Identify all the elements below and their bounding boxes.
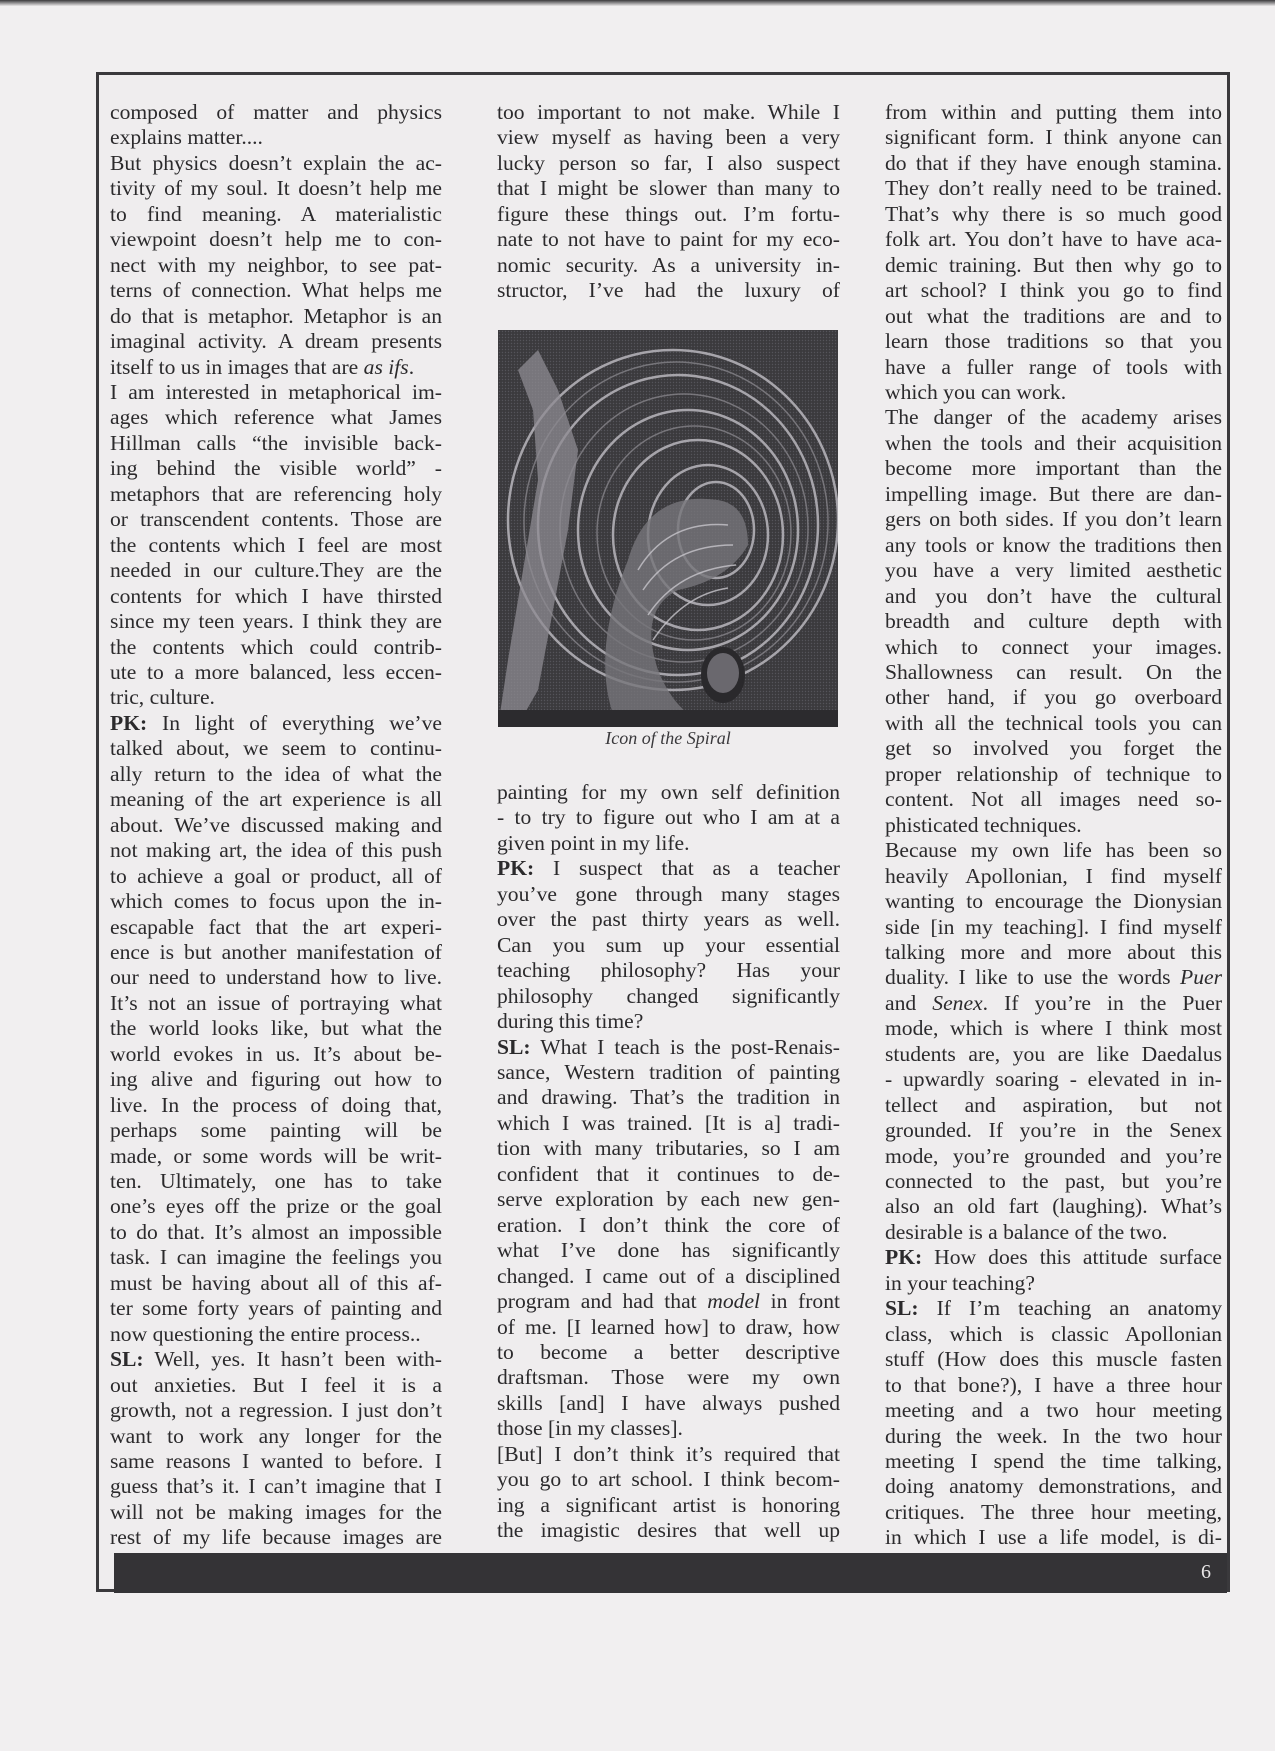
spiral-painting-image xyxy=(498,330,838,727)
text-line: critiques. The three hour meeting, xyxy=(885,1499,1222,1524)
text-line: contents for which I have thirsted xyxy=(110,583,442,608)
text-line: connected to the past, but you’re xyxy=(885,1169,1222,1194)
text-fragment: I suspect that as a teacher xyxy=(534,856,840,881)
italic-phrase: as ifs xyxy=(363,354,409,379)
text-line xyxy=(497,856,840,881)
text-line: content. Not all images need so- xyxy=(885,787,1222,812)
column-middle-top xyxy=(497,100,840,304)
text-line: now questioning the entire process.. xyxy=(110,1321,421,1346)
text-line: guess that’s it. I can’t imagine that I xyxy=(110,1474,442,1499)
text-line: proper relationship of technique to xyxy=(885,761,1222,786)
text-line: ten. Ultimately, one has to take xyxy=(110,1169,442,1194)
speaker-label-sl: SL: xyxy=(497,1034,531,1059)
text-line: made, or some words will be writ- xyxy=(110,1143,442,1168)
text-line: or transcendent contents. Those are xyxy=(110,507,442,532)
text-fragment: If I’m teaching an anatomy xyxy=(918,1296,1222,1321)
text-line: significant form. I think anyone can xyxy=(885,125,1222,150)
text-line: must be having about all of this af- xyxy=(110,1270,442,1295)
column-right xyxy=(885,100,1222,1551)
text-fragment: . xyxy=(408,354,415,379)
italic-phrase: Puer xyxy=(1180,965,1222,990)
text-line: They don’t really need to be trained. xyxy=(885,176,1222,201)
text-fragment: program and had that xyxy=(497,1289,708,1314)
text-line: which I was trained. [It is a] tradi- xyxy=(497,1110,840,1135)
text-line: mode, which is where I think most xyxy=(885,1016,1222,1041)
text-line: meaning of the art experience is all xyxy=(110,787,442,812)
text-line: of me. [I learned how] to draw, how xyxy=(497,1314,840,1339)
text-line: structor, I’ve had the luxury of xyxy=(497,278,840,303)
text-line: the contents which I feel are most xyxy=(110,532,442,557)
text-fragment: in front xyxy=(760,1289,841,1314)
text-line: ute to a more balanced, less eccen- xyxy=(110,659,442,684)
text-line: ing alive and figuring out how to xyxy=(110,1067,442,1092)
text-line: lucky person so far, I also suspect xyxy=(497,150,840,175)
text-line xyxy=(110,1347,442,1372)
text-line: what I’ve done has significantly xyxy=(497,1238,840,1263)
text-line: needed in our culture.They are the xyxy=(110,558,442,583)
text-line: confident that it continues to de- xyxy=(497,1161,840,1186)
text-fragment: How does this attitude surface xyxy=(922,1245,1222,1270)
text-line: during this time? xyxy=(497,1009,644,1034)
figure-painting xyxy=(498,330,838,727)
text-line: serve exploration by each new gen- xyxy=(497,1187,840,1212)
text-line: same reasons I wanted to before. I xyxy=(110,1449,442,1474)
text-line: Can you sum up your essential xyxy=(497,932,840,957)
text-line: The danger of the academy arises xyxy=(885,405,1222,430)
text-line: ing a significant artist is honoring xyxy=(497,1492,840,1517)
text-line: the world looks like, but what the xyxy=(110,1016,442,1041)
text-fragment: . If you’re in the Puer xyxy=(982,990,1223,1015)
text-line: It’s not an issue of portraying what xyxy=(110,990,442,1015)
text-line: you’ve gone through many stages xyxy=(497,881,840,906)
text-line: teaching philosophy? Has your xyxy=(497,958,840,983)
text-line: art school? I think you go to find xyxy=(885,278,1222,303)
text-line: escapable fact that the art experi- xyxy=(110,914,442,939)
text-line: grounded. If you’re in the Senex xyxy=(885,1118,1222,1143)
text-line xyxy=(885,1296,1222,1321)
text-line: skills [and] I have always pushed xyxy=(497,1390,840,1415)
text-line: viewpoint doesn’t help me to con- xyxy=(110,227,442,252)
text-line: nomic security. As a university in- xyxy=(497,252,840,277)
text-line: other hand, if you go overboard xyxy=(885,685,1222,710)
text-line: draftsman. Those were my own xyxy=(497,1365,840,1390)
text-line: the contents which could contrib- xyxy=(110,634,442,659)
text-line: folk art. You don’t have to have aca- xyxy=(885,227,1222,252)
text-line: But physics doesn’t explain the ac- xyxy=(110,150,442,175)
text-line: philosophy changed significantly xyxy=(497,983,840,1008)
text-line: talked about, we seem to continu- xyxy=(110,736,442,761)
text-line: world evokes in us. It’s about be- xyxy=(110,1041,442,1066)
text-line: [But] I don’t think it’s required that xyxy=(497,1441,840,1466)
text-line: to achieve a goal or product, all of xyxy=(110,863,442,888)
text-line: also an old fart (laughing). What’s xyxy=(885,1194,1222,1219)
text-line: out what the traditions are and to xyxy=(885,303,1222,328)
text-line: too important to not make. While I xyxy=(497,100,840,124)
text-line: in your teaching? xyxy=(885,1270,1035,1295)
figure-caption: Icon of the Spiral xyxy=(605,728,731,748)
text-line: have a fuller range of tools with xyxy=(885,354,1222,379)
text-line: and drawing. That’s the tradition in xyxy=(497,1085,840,1110)
text-line: given point in my life. xyxy=(497,830,690,855)
text-line: painting for my own self definition xyxy=(497,780,840,804)
text-line: to find meaning. A materialistic xyxy=(110,201,442,226)
text-fragment: duality. I like to use the words xyxy=(885,965,1181,990)
text-line: you go to art school. I think becom- xyxy=(497,1467,840,1492)
text-line: from within and putting them into xyxy=(885,100,1222,124)
text-line: That’s why there is so much good xyxy=(885,201,1222,226)
text-line: stuff (How does this muscle fasten xyxy=(885,1347,1222,1372)
text-line: heavily Apollonian, I find myself xyxy=(885,863,1222,888)
text-line: any tools or know the traditions then xyxy=(885,532,1222,557)
text-line: - upwardly soaring - elevated in in- xyxy=(885,1067,1222,1092)
text-line: not making art, the idea of this push xyxy=(110,838,442,863)
text-line xyxy=(885,965,1222,990)
text-line xyxy=(497,1289,840,1314)
page-number: 6 xyxy=(1201,1561,1211,1583)
speaker-label-pk: PK: xyxy=(885,1245,923,1270)
text-line: which comes to focus upon the in- xyxy=(110,889,442,914)
text-line: tellect and aspiration, but not xyxy=(885,1092,1222,1117)
text-line: side [in my teaching]. I find myself xyxy=(885,914,1222,939)
text-line: learn those traditions so that you xyxy=(885,329,1222,354)
text-line: our need to understand how to live. xyxy=(110,965,442,990)
speaker-label-sl: SL: xyxy=(110,1347,144,1372)
text-line: ing behind the visible world” - xyxy=(110,456,442,481)
text-line: and you don’t have the cultural xyxy=(885,583,1222,608)
text-line: become more important than the xyxy=(885,456,1222,481)
text-line: get so involved you forget the xyxy=(885,736,1222,761)
text-line: imaginal activity. A dream presents xyxy=(110,329,442,354)
column-left xyxy=(110,100,442,1551)
text-line: out anxieties. But I feel it is a xyxy=(110,1372,442,1397)
text-line: view myself as having been a very xyxy=(497,125,840,150)
text-line: tion with many tributaries, so I am xyxy=(497,1136,840,1161)
text-line: the imagistic desires that well up xyxy=(497,1518,840,1543)
text-fragment: In light of everything we’ve xyxy=(147,710,442,735)
text-line: meeting I spend the time talking, xyxy=(885,1449,1222,1474)
speaker-label-sl: SL: xyxy=(885,1296,919,1321)
text-line: to do that. It’s almost an impossible xyxy=(110,1219,442,1244)
text-line: with all the technical tools you can xyxy=(885,710,1222,735)
text-line xyxy=(885,1245,1222,1270)
text-line: since my teen years. I think they are xyxy=(110,609,442,634)
text-line: during the week. In the two hour xyxy=(885,1423,1222,1448)
text-line: ence is but another manifestation of xyxy=(110,939,442,964)
text-line: task. I can imagine the feelings you xyxy=(110,1245,442,1270)
text-line: ally return to the idea of what the xyxy=(110,761,442,786)
text-line: nect with my neighbor, to see pat- xyxy=(110,252,442,277)
text-line: about. We’ve discussed making and xyxy=(110,812,442,837)
scan-edge xyxy=(0,0,1275,6)
text-line: tric, culture. xyxy=(110,685,215,710)
text-line: to that bone?), I have a three hour xyxy=(885,1372,1222,1397)
text-line: explains matter.... xyxy=(110,125,263,150)
text-line: Hillman calls “the invisible back- xyxy=(110,430,442,455)
text-line: do that if they have enough stamina. xyxy=(885,150,1222,175)
text-line: figure these things out. I’m fortu- xyxy=(497,201,840,226)
text-line xyxy=(497,1035,840,1060)
text-line xyxy=(885,991,1222,1016)
text-line: meeting and a two hour meeting xyxy=(885,1398,1222,1423)
column-middle-bottom xyxy=(497,780,840,1544)
text-line: breadth and culture depth with xyxy=(885,609,1222,634)
text-line: students are, you are like Daedalus xyxy=(885,1041,1222,1066)
text-line: ages which reference what James xyxy=(110,405,442,430)
text-line: doing anatomy demonstrations, and xyxy=(885,1474,1222,1499)
text-fragment: What I teach is the post-Renais- xyxy=(530,1034,840,1059)
text-line: which you can work. xyxy=(885,379,1067,404)
text-line: do that is metaphor. Metaphor is an xyxy=(110,303,442,328)
speaker-label-pk: PK: xyxy=(497,856,535,881)
text-line: you have a very limited aesthetic xyxy=(885,558,1222,583)
text-line xyxy=(110,355,442,380)
text-line: eration. I don’t think the core of xyxy=(497,1212,840,1237)
text-line: gers on both sides. If you don’t learn xyxy=(885,507,1222,532)
text-line: Because my own life has been so xyxy=(885,838,1222,863)
text-line: nate to not have to paint for my eco- xyxy=(497,227,840,252)
italic-phrase: model xyxy=(707,1289,761,1314)
text-line: desirable is a balance of the two. xyxy=(885,1219,1168,1244)
text-line: perhaps some painting will be xyxy=(110,1118,442,1143)
text-line: class, which is classic Apollonian xyxy=(885,1321,1222,1346)
text-line: tivity of my soul. It doesn’t help me xyxy=(110,176,442,201)
text-line: when the tools and their acquisition xyxy=(885,430,1222,455)
text-line: demic training. But then why go to xyxy=(885,252,1222,277)
text-line: Shallowness can result. On the xyxy=(885,659,1222,684)
text-fragment: itself to us in images that are xyxy=(110,354,364,379)
text-line: rest of my life because images are xyxy=(110,1525,442,1550)
text-line: terns of connection. What helps me xyxy=(110,278,442,303)
text-line: that I might be slower than many to xyxy=(497,176,840,201)
text-line: which to connect your images. xyxy=(885,634,1222,659)
text-line: composed of matter and physics xyxy=(110,100,442,124)
italic-phrase: Senex xyxy=(932,990,983,1015)
text-line: growth, not a regression. I just don’t xyxy=(110,1398,442,1423)
text-line: talking more and more about this xyxy=(885,939,1222,964)
text-line: - to try to figure out who I am at a xyxy=(497,805,840,830)
text-line: to become a better descriptive xyxy=(497,1339,840,1364)
text-line: changed. I came out of a disciplined xyxy=(497,1263,840,1288)
text-line: phisticated techniques. xyxy=(885,812,1082,837)
footer-bar xyxy=(114,1553,1227,1593)
text-line: ter some forty years of painting and xyxy=(110,1296,442,1321)
text-line: sance, Western tradition of painting xyxy=(497,1059,840,1084)
text-fragment: and xyxy=(885,990,933,1015)
text-line: over the past thirty years as well. xyxy=(497,907,840,932)
text-line xyxy=(110,711,442,736)
text-line: wanting to encourage the Dionysian xyxy=(885,889,1222,914)
text-line: metaphors that are referencing holy xyxy=(110,481,442,506)
text-line: mode, you’re grounded and you’re xyxy=(885,1143,1222,1168)
text-line: I am interested in metaphorical im- xyxy=(110,379,442,404)
text-line: live. In the process of doing that, xyxy=(110,1092,442,1117)
text-line: will not be making images for the xyxy=(110,1499,442,1524)
speaker-label-pk: PK: xyxy=(110,710,148,735)
text-line: impelling image. But there are dan- xyxy=(885,481,1222,506)
text-fragment: Well, yes. It hasn’t been with- xyxy=(143,1347,442,1372)
text-line: one’s eyes off the prize or the goal xyxy=(110,1194,442,1219)
text-line: those [in my classes]. xyxy=(497,1416,683,1441)
text-line: want to work any longer for the xyxy=(110,1423,442,1448)
text-line: in which I use a life model, is di- xyxy=(885,1525,1222,1550)
